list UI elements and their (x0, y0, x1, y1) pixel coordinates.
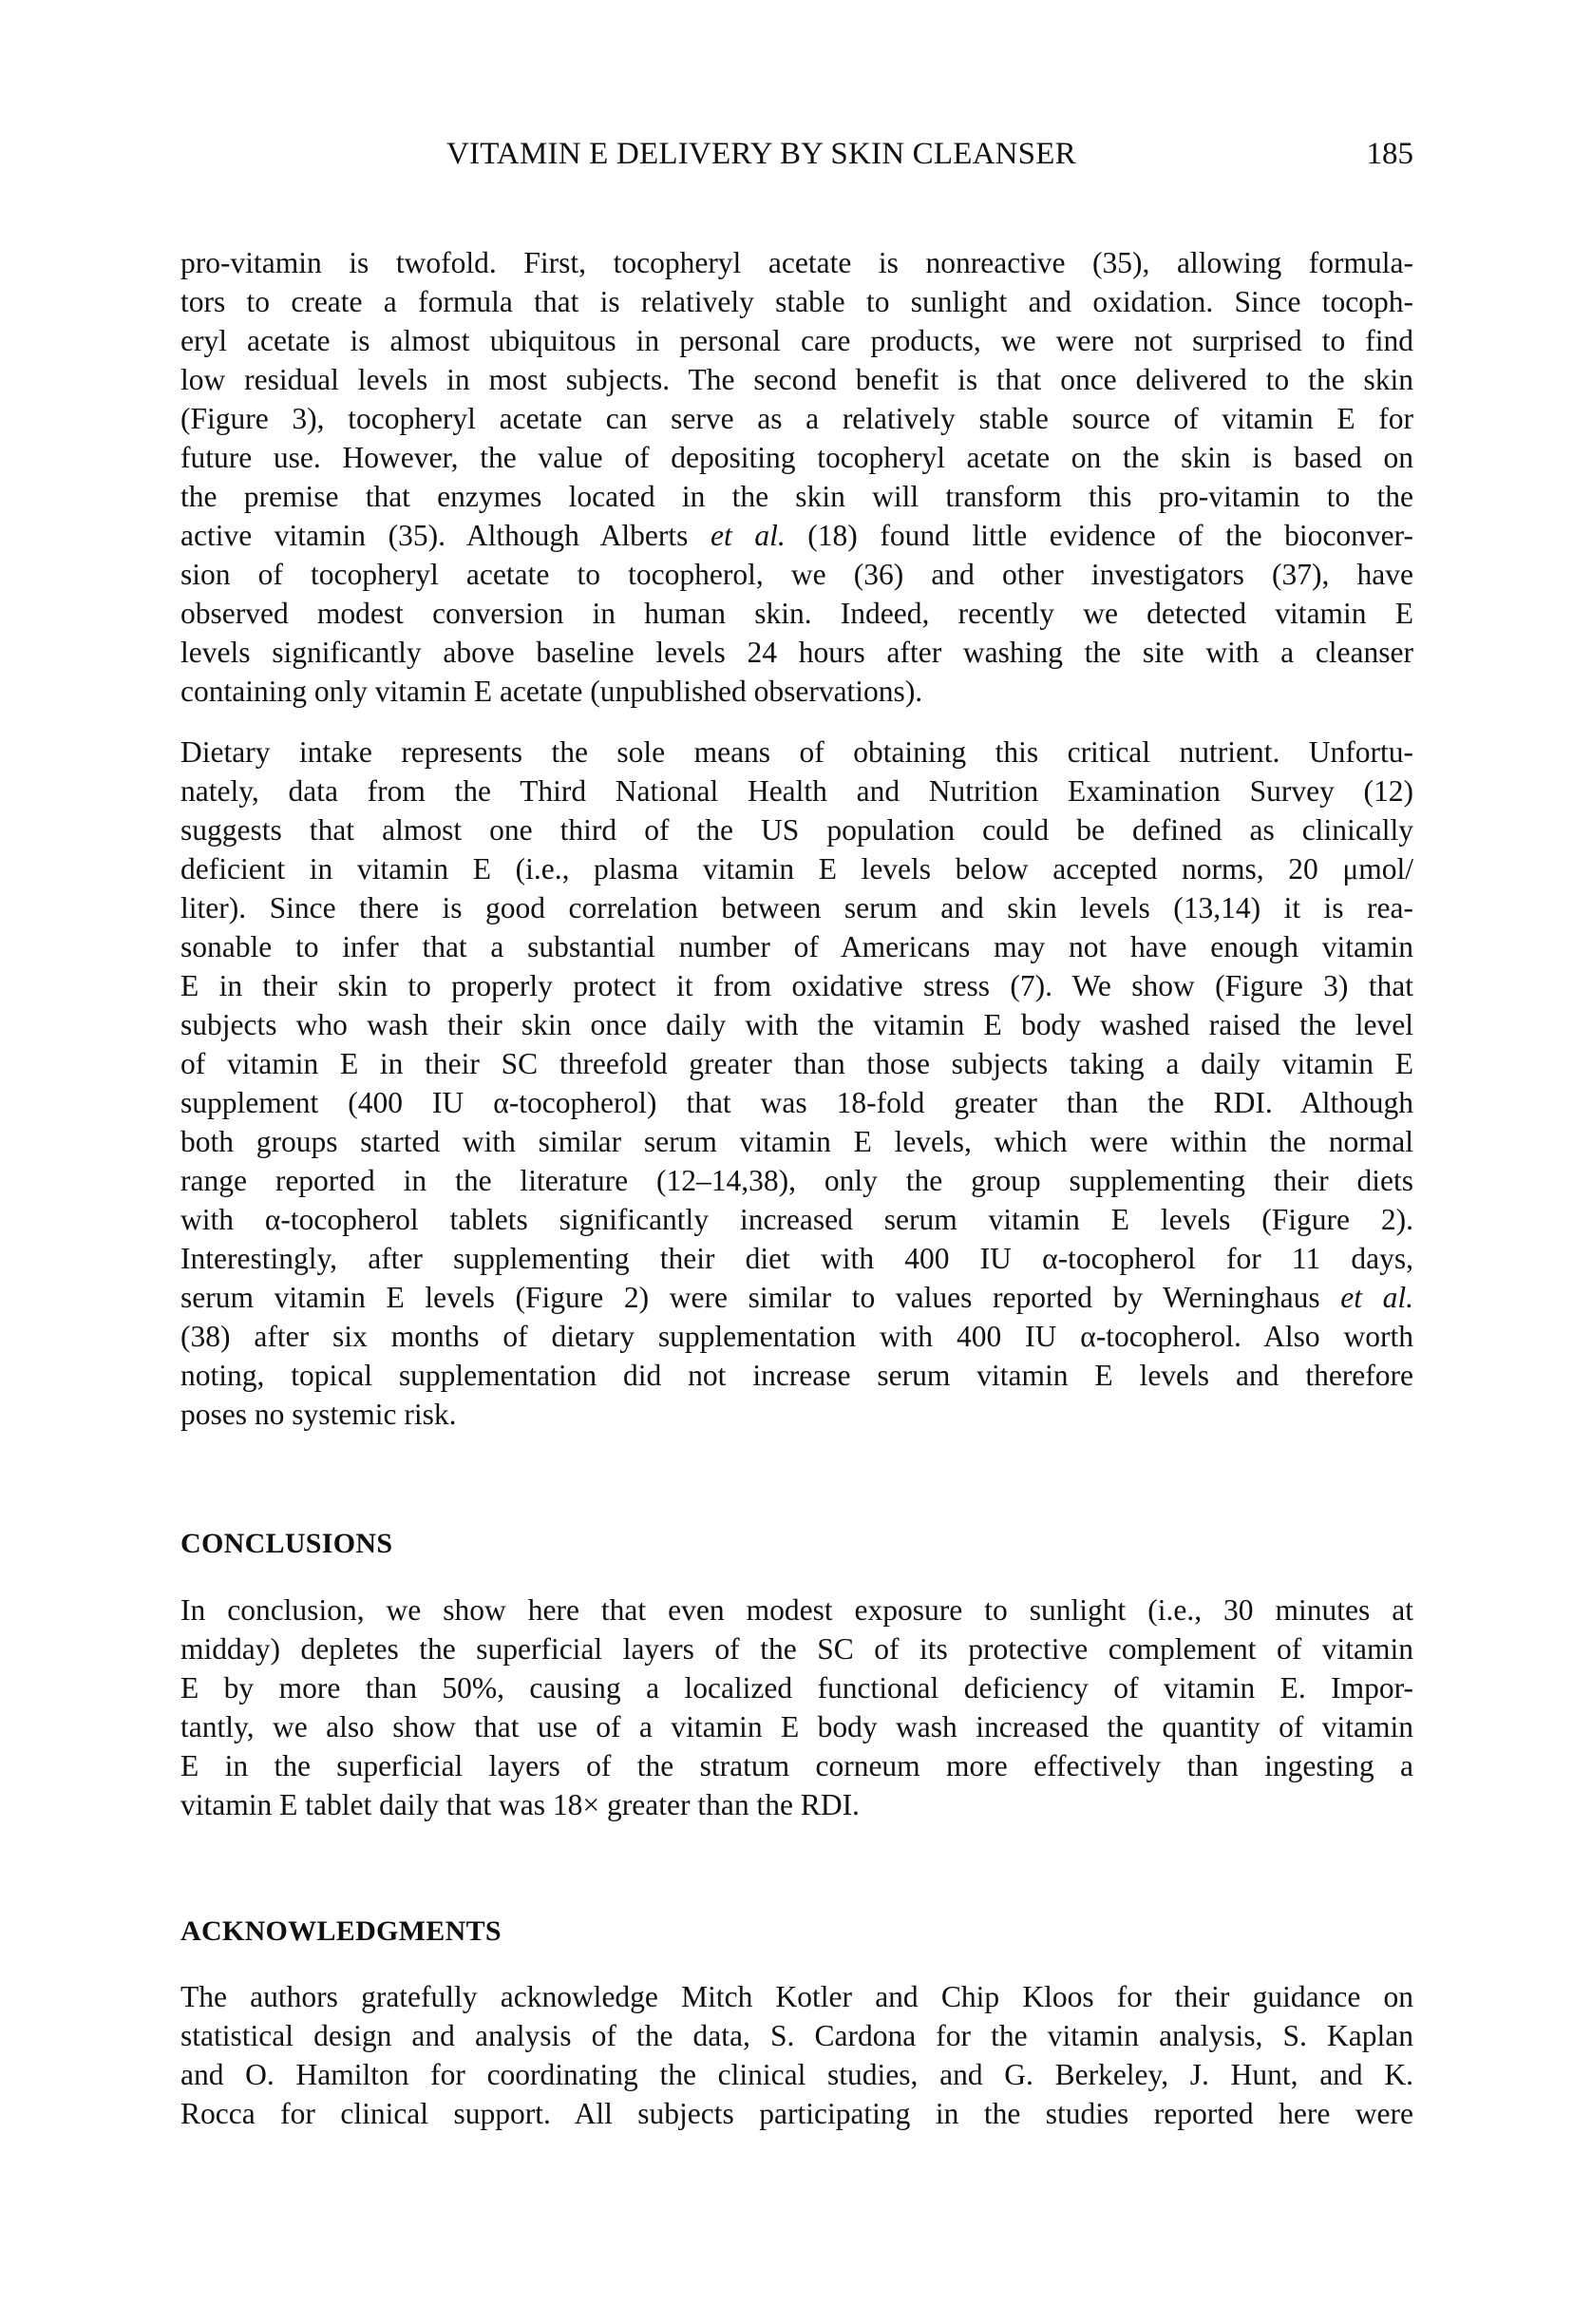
text-line: E by more than 50%, causing a localized functional deficiency of vitamin E. Impor- (180, 1671, 1413, 1705)
italic-et-al: et al. (1340, 1281, 1413, 1314)
text-line: The authors gratefully acknowledge Mitch Kotler and Chip Kloos for their guidance on (180, 1980, 1413, 2013)
text-line: E in their skin to properly protect it from oxidative stress (7). We show (Figure 3) that (180, 969, 1413, 1002)
text-line: statistical design and analysis of the data, S. Cardona for the vitamin analysis, S. Kaplan (180, 2019, 1413, 2052)
acknowledgments-paragraph (180, 1977, 1413, 2133)
text-line: range reported in the literature (12–14,38), only the group supplementing their diets (180, 1164, 1413, 1197)
text-line: deficient in vitamin E (i.e., plasma vitamin E levels below accepted norms, 20 μmol/ (180, 852, 1413, 886)
text-line: vitamin E tablet daily that was 18× greater than the RDI. (180, 1788, 860, 1821)
text-line: containing only vitamin E acetate (unpublished observations). (180, 675, 923, 708)
text-line: (Figure 3), tocopheryl acetate can serve as a relatively stable source of vitamin E for (180, 402, 1413, 435)
section-heading-conclusions: CONCLUSIONS (180, 1528, 393, 1559)
text-line: midday) depletes the superficial layers of the SC of its protective complement of vitamin (180, 1632, 1413, 1666)
text-line: active vitamin (35). Although Alberts et al. (18) found little evidence of the bioconver- (180, 519, 1413, 552)
text-line: E in the superficial layers of the stratum corneum more effectively than ingesting a (180, 1749, 1413, 1782)
text-line: supplement (400 IU α-tocopherol) that was 18-fold greater than the RDI. Although (180, 1086, 1413, 1119)
text-line: nately, data from the Third National Health and Nutrition Examination Survey (12) (180, 774, 1413, 808)
text-line: tors to create a formula that is relatively stable to sunlight and oxidation. Since tocoph- (180, 285, 1413, 318)
text-line: liter). Since there is good correlation between serum and skin levels (13,14) it is rea- (180, 891, 1413, 924)
running-title: VITAMIN E DELIVERY BY SKIN CLEANSER (446, 137, 1076, 171)
text-line: future use. However, the value of depositing tocopheryl acetate on the skin is based on (180, 441, 1413, 474)
text-line: with α-tocopherol tablets significantly increased serum vitamin E levels (Figure 2). (180, 1203, 1413, 1236)
italic-et-al: et al. (711, 519, 786, 552)
text-line: sonable to infer that a substantial number of Americans may not have enough vitamin (180, 930, 1413, 963)
running-head (180, 133, 1413, 175)
body-paragraph-2 (180, 733, 1413, 1434)
text-line: (38) after six months of dietary supplementation with 400 IU α-tocopherol. Also worth (180, 1320, 1413, 1353)
body-paragraph-1 (180, 243, 1413, 711)
text-line: observed modest conversion in human skin. Indeed, recently we detected vitamin E (180, 597, 1413, 630)
text-line: both groups started with similar serum vitamin E levels, which were within the normal (180, 1125, 1413, 1158)
text-line: pro-vitamin is twofold. First, tocopheryl acetate is nonreactive (35), allowing formula- (180, 246, 1413, 279)
text-line: low residual levels in most subjects. The second benefit is that once delivered to the skin (180, 363, 1413, 396)
text-line: eryl acetate is almost ubiquitous in personal care products, we were not surprised to find (180, 324, 1413, 357)
text-line: serum vitamin E levels (Figure 2) were similar to values reported by Werninghaus et al. (180, 1281, 1413, 1314)
text-line: Interestingly, after supplementing their diet with 400 IU α-tocopherol for 11 days, (180, 1242, 1413, 1275)
text-line: poses no systemic risk. (180, 1398, 457, 1431)
text-line: In conclusion, we show here that even modest exposure to sunlight (i.e., 30 minutes at (180, 1593, 1413, 1627)
text-line: suggests that almost one third of the US population could be defined as clinically (180, 813, 1413, 847)
text-line: subjects who wash their skin once daily with the vitamin E body washed raised the level (180, 1008, 1413, 1041)
page-number: 185 (1366, 137, 1413, 171)
text-line: Rocca for clinical support. All subjects participating in the studies reported here were (180, 2097, 1413, 2130)
text-line: tantly, we also show that use of a vitamin E body wash increased the quantity of vitamin (180, 1710, 1413, 1743)
conclusions-paragraph (180, 1591, 1413, 1824)
text-line: and O. Hamilton for coordinating the clinical studies, and G. Berkeley, J. Hunt, and K. (180, 2058, 1413, 2091)
text-line: sion of tocopheryl acetate to tocopherol, we (36) and other investigators (37), have (180, 558, 1413, 591)
text-line: of vitamin E in their SC threefold greater than those subjects taking a daily vitamin E (180, 1047, 1413, 1080)
text-line: levels significantly above baseline levels 24 hours after washing the site with a cleanser (180, 636, 1413, 669)
text-line: the premise that enzymes located in the skin will transform this pro-vitamin to the (180, 480, 1413, 513)
text-line: Dietary intake represents the sole means of obtaining this critical nutrient. Unfortu- (180, 735, 1413, 769)
section-heading-acknowledgments: ACKNOWLEDGMENTS (180, 1915, 502, 1947)
text-line: noting, topical supplementation did not increase serum vitamin E levels and therefore (180, 1359, 1413, 1392)
